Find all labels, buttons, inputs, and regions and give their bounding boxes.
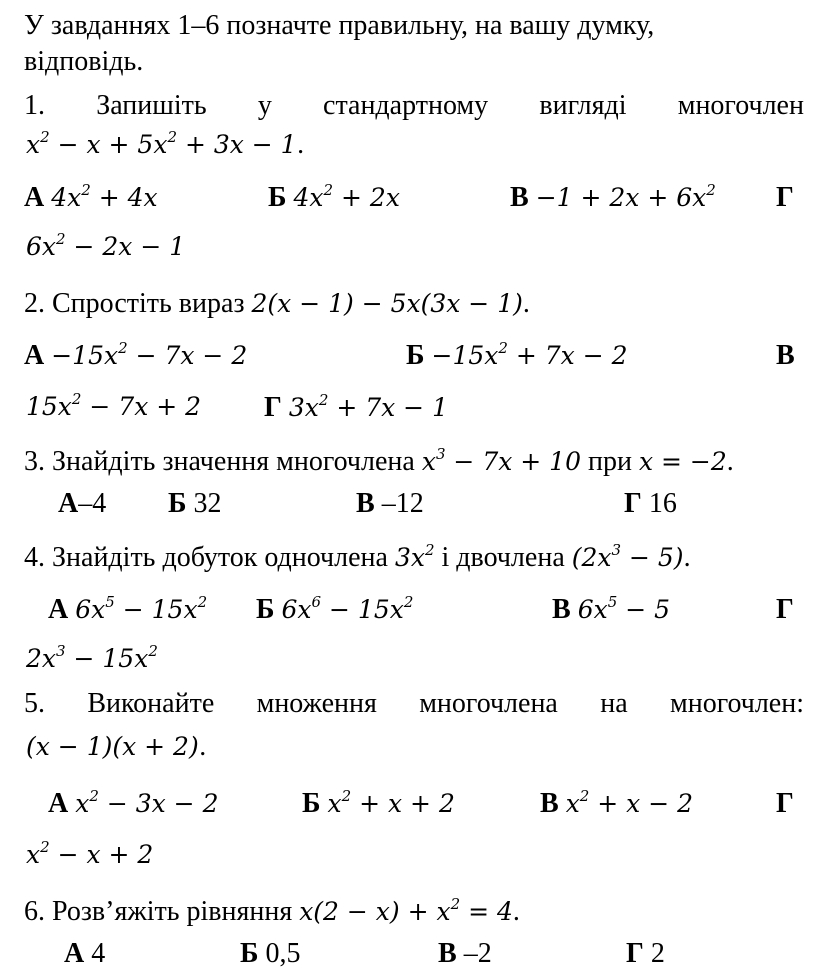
question-2-option-c[interactable]: $15x^2 - 7x + 2$ [26, 389, 202, 421]
question-6-option-b[interactable]: Б 0,5 [240, 938, 301, 969]
instruction-line-1: У завданнях 1–6 позначте правильну, на вашу думку, [24, 10, 655, 41]
question-6-option-d[interactable]: Г 2 [626, 938, 665, 969]
question-3-option-d[interactable]: Г 16 [624, 488, 677, 519]
question-5-option-d-label[interactable]: Г [776, 788, 794, 819]
question-2-option-d[interactable]: Г $3x^2 + 7x - 1$ [264, 390, 448, 423]
question-3-option-c[interactable]: В –12 [356, 488, 424, 519]
question-2-option-c-label[interactable]: В [776, 340, 795, 371]
question-4-text: 4. Знайдіть добуток одночлена $3x^2$ і двочлена $(2x^3 - 5)$. [24, 540, 691, 573]
question-1-option-c[interactable]: $В -1 + 2x + 6x^2$ [510, 180, 716, 213]
question-4-option-b[interactable]: Б $6x^6 - 15x^2$ [256, 592, 414, 625]
question-2-option-a[interactable]: $А -15x^2 - 7x - 2$ [24, 338, 248, 371]
question-6-text: 6. Розв’яжіть рівняння $x(2 - x) + x^2 = 4$. [24, 894, 520, 927]
question-1-option-d-label[interactable]: Г [776, 182, 794, 213]
question-5-option-d[interactable]: $x^2 - x + 2$ [26, 837, 154, 869]
question-5-expression: (x − 1)(x + 2). [26, 732, 207, 761]
question-1-text: 1. Запишіть у стандартному вигляді многочлен [24, 90, 804, 121]
question-6-option-c[interactable]: В –2 [438, 938, 492, 969]
question-3-text: 3. Знайдіть значення многочлена $x^3 - 7x + 10$ при x = −2. [24, 444, 734, 477]
question-4-option-a[interactable]: А $6x^5 - 15x^2$ [48, 592, 208, 625]
question-5-text: 5. Виконайте множення многочлена на многочлен: [24, 688, 804, 719]
question-5-option-c[interactable]: В $x^2 + x - 2$ [540, 786, 694, 819]
question-5-option-a[interactable]: А $x^2 - 3x - 2$ [48, 786, 219, 819]
question-4-option-c[interactable]: В $6x^5 - 5$ [552, 592, 670, 625]
instruction-line-2: відповідь. [24, 46, 144, 77]
question-4-option-d-label[interactable]: Г [776, 594, 794, 625]
question-3-option-a[interactable]: А–4 [58, 488, 107, 519]
question-2-option-b[interactable]: $Б -15x^2 + 7x - 2$ [406, 338, 628, 371]
question-4-option-d[interactable]: $2x^3 - 15x^2$ [26, 641, 158, 673]
question-5-option-b[interactable]: Б $x^2 + x + 2$ [302, 786, 455, 819]
question-1-option-b[interactable]: Б $4x^2 + 2x$ [268, 180, 400, 213]
question-1-option-a[interactable]: А $4x^2 + 4x$ [24, 180, 158, 213]
question-3-option-b[interactable]: Б 32 [168, 488, 222, 519]
question-6-option-a[interactable]: А 4 [64, 938, 106, 969]
question-1-expression: $x^2 - x + 5x^2 + 3x - 1$. [26, 127, 305, 159]
question-2-text: 2. Спростіть вираз 2(x − 1) − 5x(3x − 1). [24, 288, 530, 319]
question-1-option-d[interactable]: $6x^2 - 2x - 1$ [26, 229, 186, 261]
